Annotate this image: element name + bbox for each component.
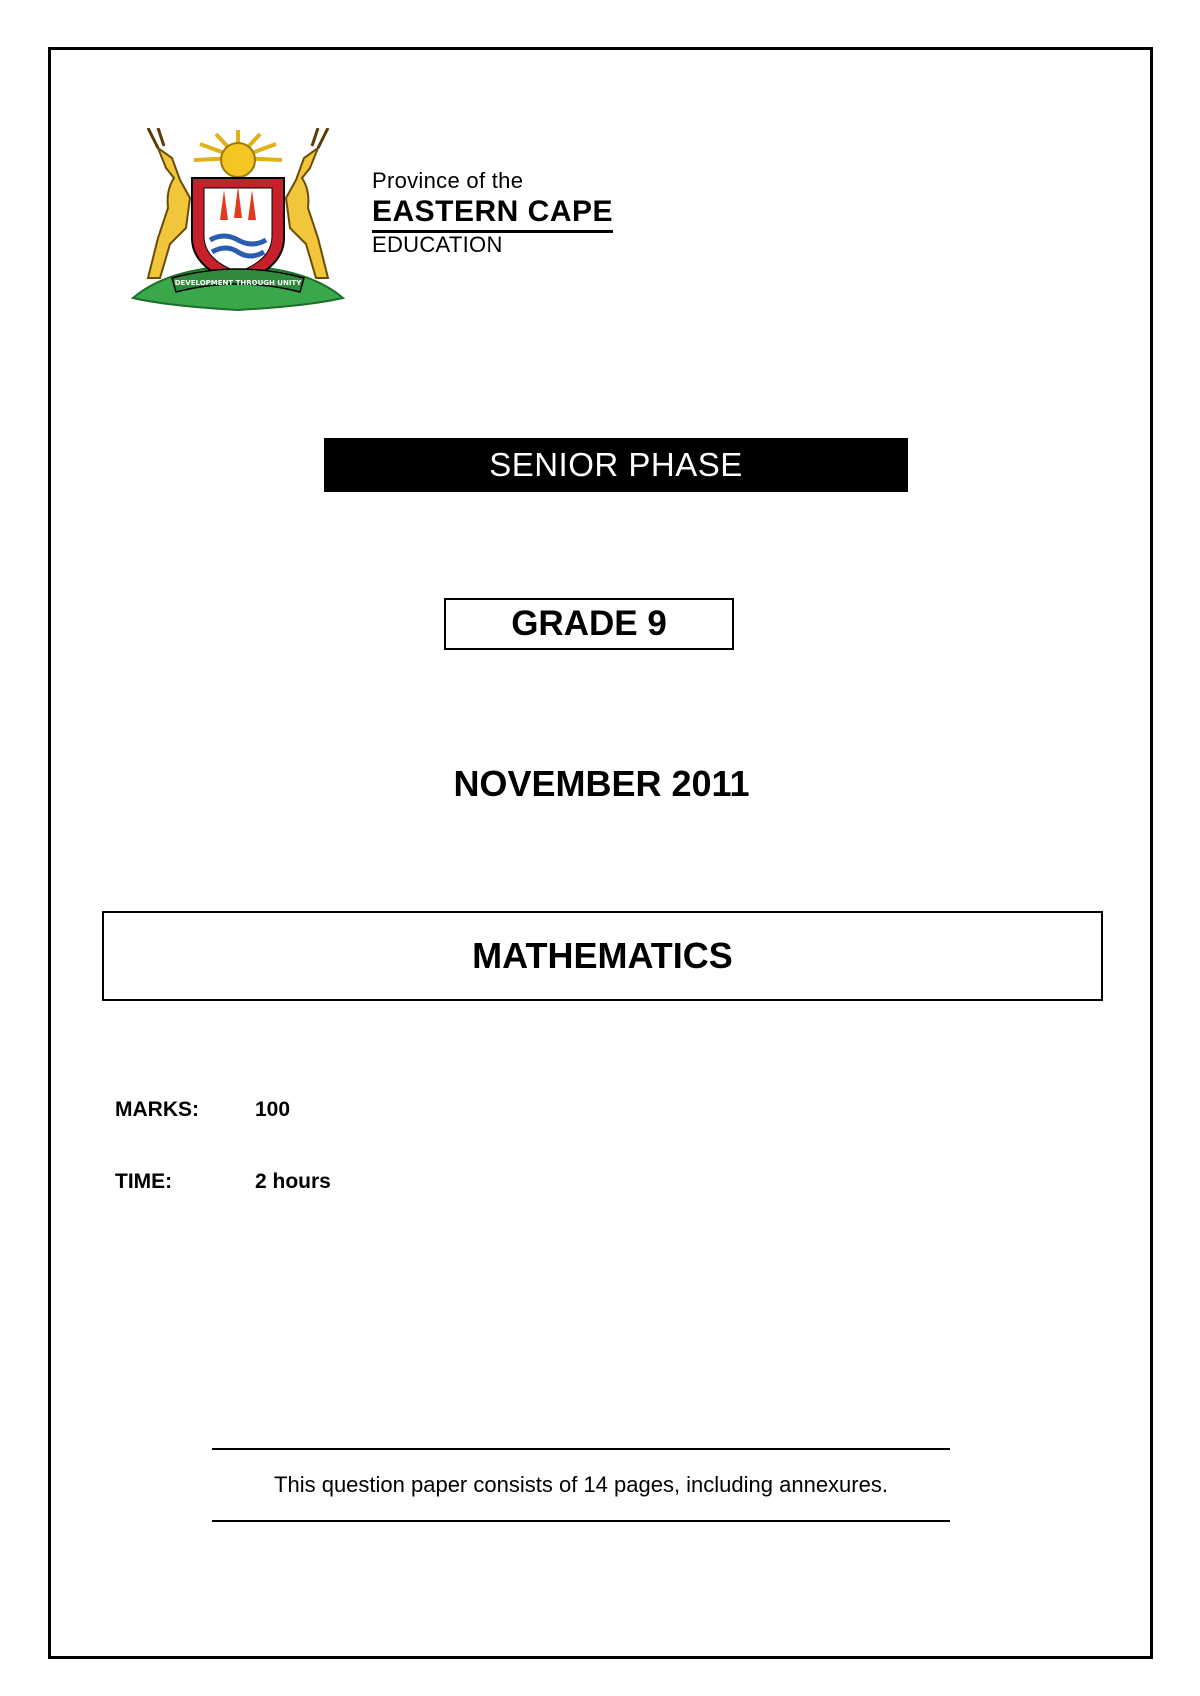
grade-label: GRADE 9: [444, 598, 734, 650]
time-value: 2 hours: [255, 1170, 331, 1193]
divider-bottom: [212, 1520, 950, 1522]
page-count-note: This question paper consists of 14 pages, including annexures.: [274, 1472, 888, 1497]
time-row: [115, 1170, 331, 1194]
time-label: TIME:: [115, 1170, 173, 1193]
divider-top: [212, 1448, 950, 1450]
marks-value: 100: [255, 1098, 291, 1121]
province-heading: [372, 168, 613, 257]
education-line: EDUCATION: [372, 232, 503, 257]
crest-motto: DEVELOPMENT THROUGH UNITY: [174, 279, 302, 287]
province-line: Province of the: [372, 168, 524, 193]
marks-label: MARKS:: [115, 1098, 199, 1121]
phase-banner: SENIOR PHASE: [324, 438, 908, 492]
marks-row: [115, 1098, 290, 1122]
coat-of-arms-icon: [128, 128, 348, 318]
department-name: EASTERN CAPE: [372, 194, 613, 233]
subject-title: MATHEMATICS: [102, 911, 1103, 1001]
exam-date: NOVEMBER 2011: [453, 763, 750, 804]
